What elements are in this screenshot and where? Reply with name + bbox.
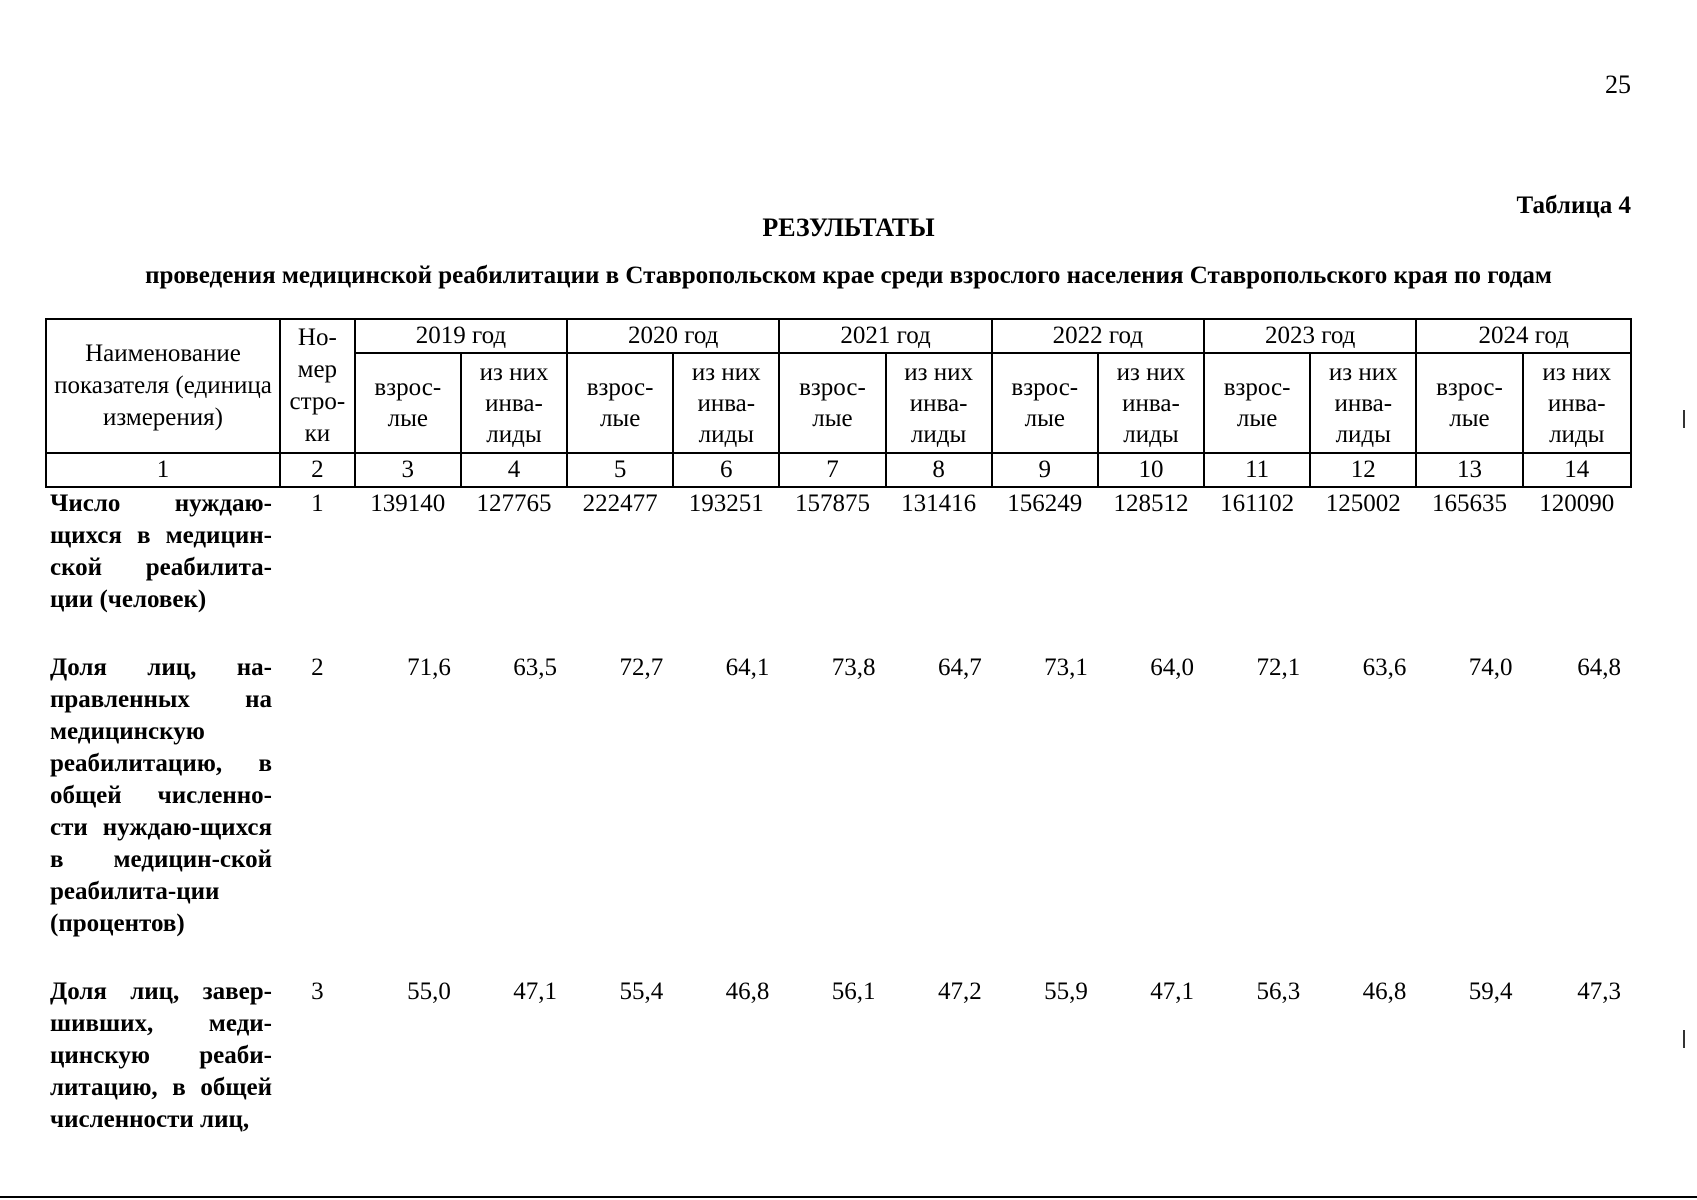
table-cell: 55,0 <box>407 978 451 1005</box>
header-disabled: из них инва-лиды <box>886 353 992 453</box>
row-number: 2 <box>311 654 324 681</box>
table-cell: 64,1 <box>725 654 770 681</box>
column-number: 5 <box>567 453 673 487</box>
header-adults: взрос-лые <box>1204 353 1310 453</box>
table-cell: 47,3 <box>1577 978 1621 1005</box>
header-disabled: из них инва-лиды <box>461 353 567 453</box>
header-year: 2023 год <box>1204 319 1416 353</box>
table-cell: 165635 <box>1431 490 1507 517</box>
table-number: Таблица 4 <box>1516 192 1631 219</box>
header-year: 2019 год <box>355 319 567 353</box>
table-cell: 47,2 <box>937 978 982 1005</box>
row-spacer <box>46 616 1631 652</box>
table-cell: 56,1 <box>831 978 876 1005</box>
table-cell: 73,8 <box>831 654 876 681</box>
indicator-name: Доля лиц, завер-шивших, меди-цинскую реаби-литацию, в общей численности лиц, <box>50 978 272 1133</box>
column-number: 12 <box>1310 453 1416 487</box>
table-cell: 47,1 <box>1150 978 1195 1005</box>
document-title: РЕЗУЛЬТАТЫ <box>762 213 935 242</box>
header-adults: взрос-лые <box>355 353 461 453</box>
header-row-number: Но-мер стро-ки <box>280 319 355 453</box>
header-adults: взрос-лые <box>1416 353 1522 453</box>
table-cell: 64,8 <box>1577 654 1621 681</box>
column-number: 6 <box>673 453 779 487</box>
indicator-name: Число нуждаю-щихся в медицин-ской реабилита-ции (человек) <box>50 490 272 613</box>
column-number: 7 <box>779 453 885 487</box>
table-cell: 222477 <box>582 490 658 517</box>
document-subtitle: проведения медицинской реабилитации в Ставропольском крае среди взрослого населения Ставропольского края по годам <box>145 262 1552 289</box>
table-cell: 161102 <box>1220 490 1295 517</box>
table-cell: 72,1 <box>1256 654 1301 681</box>
table-cell: 131416 <box>901 490 977 517</box>
column-number: 9 <box>992 453 1098 487</box>
table-cell: 64,0 <box>1150 654 1195 681</box>
column-number: 4 <box>461 453 567 487</box>
header-year: 2020 год <box>567 319 779 353</box>
row-number: 3 <box>311 978 324 1005</box>
indicator-name: Доля лиц, на-правленных на медицинскую реабилитацию, в общей численно-сти нуждаю-щихся в медицин-ской реабилита-ции (процентов) <box>50 654 272 937</box>
header-year: 2024 год <box>1416 319 1631 353</box>
header-indicator-name: Наименование показателя (единица измерения) <box>46 319 280 453</box>
column-number: 1 <box>46 453 280 487</box>
header-row-years <box>46 319 1631 353</box>
table-cell: 63,6 <box>1362 654 1407 681</box>
results-table <box>45 318 1632 1136</box>
header-adults: взрос-лые <box>567 353 673 453</box>
header-adults: взрос-лые <box>779 353 885 453</box>
table-cell: 71,6 <box>407 654 451 681</box>
table-cell: 139140 <box>370 490 446 517</box>
column-number: 3 <box>355 453 461 487</box>
page-number: 25 <box>1605 70 1631 99</box>
table-cell: 55,4 <box>619 978 664 1005</box>
table-cell: 127765 <box>476 490 552 517</box>
table-cell: 64,7 <box>937 654 982 681</box>
table-cell: 47,1 <box>513 978 558 1005</box>
column-number: 14 <box>1523 453 1631 487</box>
table-cell: 125002 <box>1325 490 1401 517</box>
column-number: 2 <box>280 453 355 487</box>
table-cell: 56,3 <box>1256 978 1301 1005</box>
table-row <box>46 652 1631 940</box>
column-number: 8 <box>886 453 992 487</box>
column-number-row <box>46 453 1631 487</box>
header-year: 2021 год <box>779 319 991 353</box>
table-row <box>46 487 1631 616</box>
page-bottom-rule <box>0 1196 1697 1198</box>
column-number: 10 <box>1098 453 1204 487</box>
table-cell: 63,5 <box>513 654 558 681</box>
header-adults: взрос-лые <box>992 353 1098 453</box>
scan-edge-mark <box>1683 410 1685 428</box>
scan-edge-mark <box>1683 1030 1685 1048</box>
table-cell: 74,0 <box>1468 654 1513 681</box>
table-cell: 157875 <box>794 490 870 517</box>
row-number: 1 <box>311 490 324 517</box>
table-cell: 46,8 <box>1362 978 1407 1005</box>
table-cell: 55,9 <box>1044 978 1088 1005</box>
table-cell: 156249 <box>1007 490 1083 517</box>
header-disabled: из них инва-лиды <box>1523 353 1631 453</box>
row-spacer <box>46 940 1631 976</box>
header-disabled: из них инва-лиды <box>673 353 779 453</box>
column-number: 11 <box>1204 453 1310 487</box>
table-cell: 46,8 <box>725 978 770 1005</box>
header-disabled: из них инва-лиды <box>1310 353 1416 453</box>
table-cell: 73,1 <box>1044 654 1088 681</box>
table-cell: 120090 <box>1539 490 1615 517</box>
column-number: 13 <box>1416 453 1522 487</box>
header-disabled: из них инва-лиды <box>1098 353 1204 453</box>
header-year: 2022 год <box>992 319 1204 353</box>
table-cell: 128512 <box>1113 490 1189 517</box>
table-cell: 193251 <box>688 490 764 517</box>
table-cell: 59,4 <box>1468 978 1513 1005</box>
table-row <box>46 976 1631 1136</box>
table-cell: 72,7 <box>619 654 664 681</box>
